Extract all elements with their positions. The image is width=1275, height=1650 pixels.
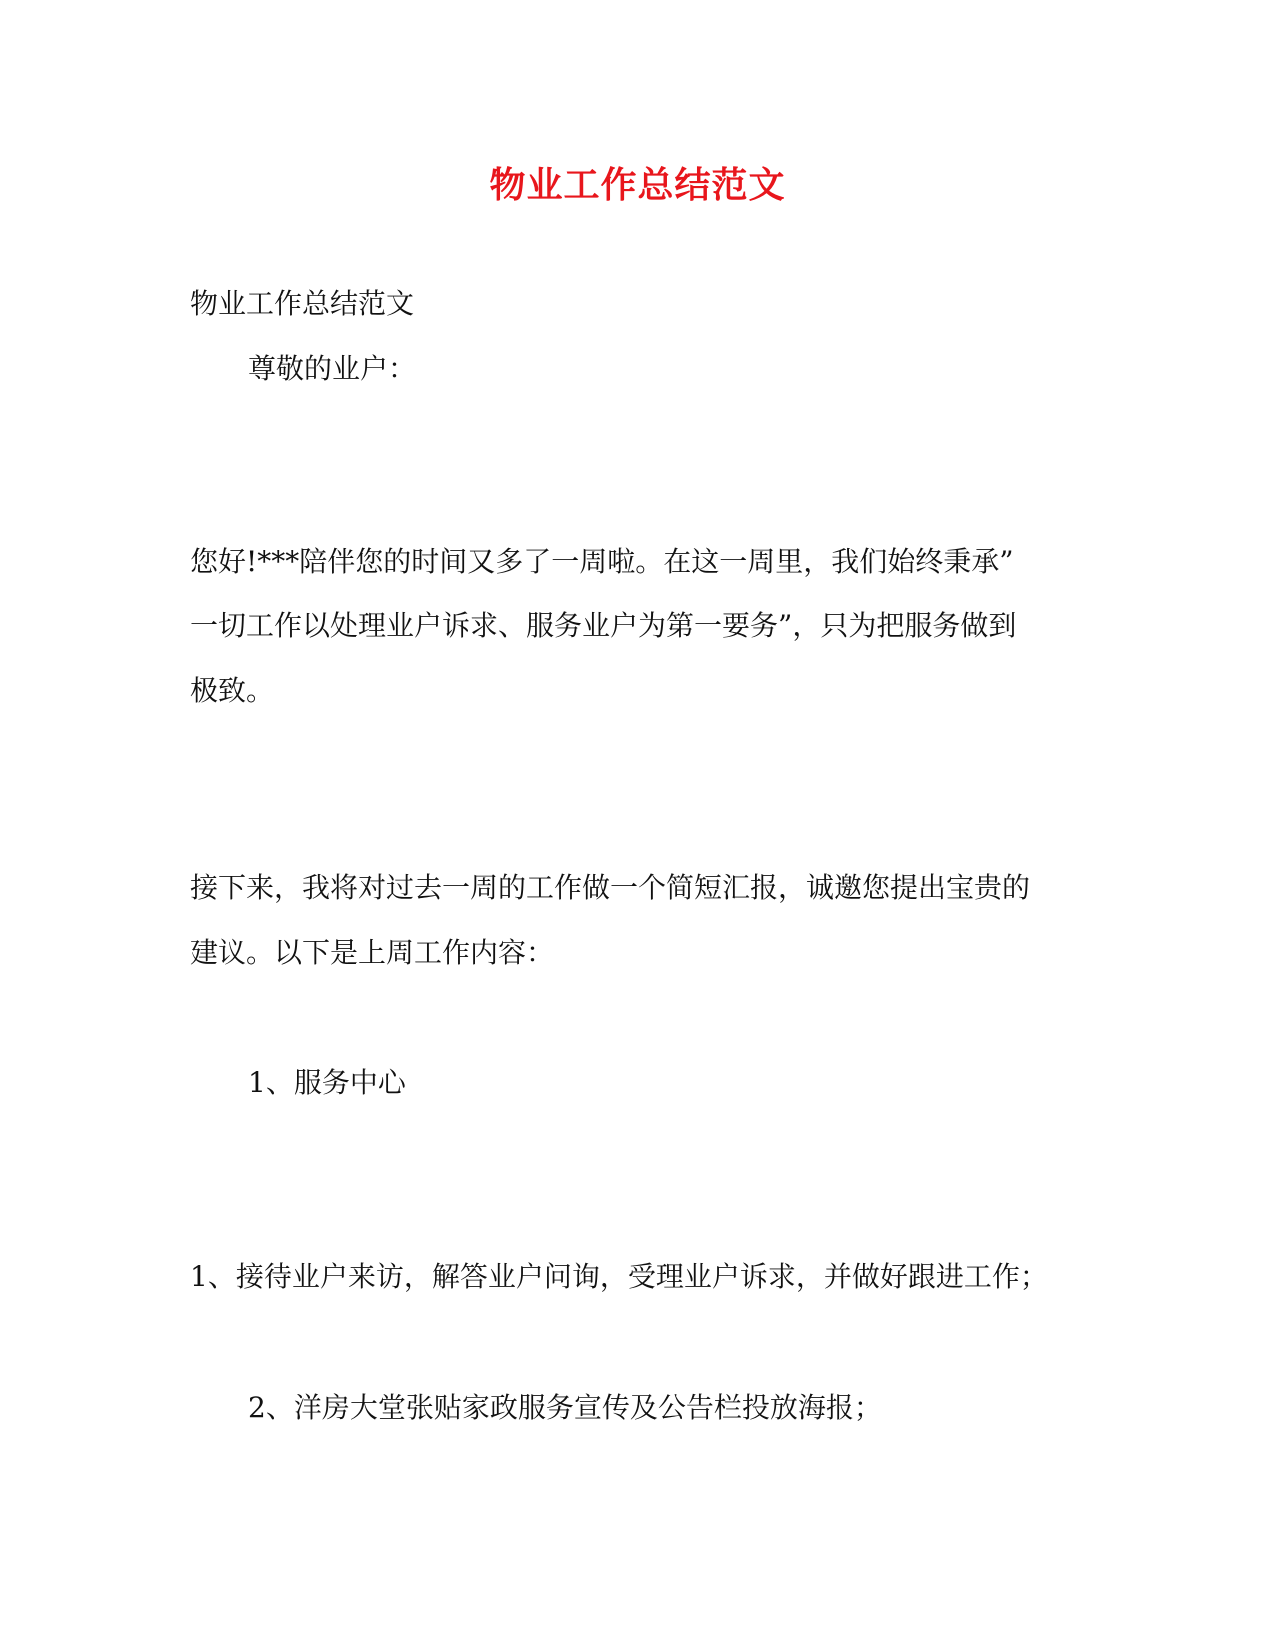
list-item: 1、接待业户来访，解答业户问询，受理业户诉求，并做好跟进工作； [190, 1260, 1048, 1293]
paragraph-1-line-3: 极致。 [190, 674, 275, 707]
greeting-line: 尊敬的业户： [248, 352, 417, 385]
list-item: 2、洋房大堂张贴家政服务宣传及公告栏投放海报； [248, 1391, 882, 1424]
document-subtitle: 物业工作总结范文 [190, 287, 415, 320]
paragraph-1-line-2: 一切工作以处理业户诉求、服务业户为第一要务”，只为把服务做到 [190, 609, 1017, 642]
section-heading-service-center: 1、服务中心 [248, 1066, 406, 1099]
paragraph-2-line-2: 建议。以下是上周工作内容： [190, 936, 555, 969]
document-title: 物业工作总结范文 [489, 164, 786, 206]
paragraph-1-line-1: 您好!***陪伴您的时间又多了一周啦。在这一周里，我们始终秉承” [190, 545, 1014, 578]
paragraph-2-line-1: 接下来，我将对过去一周的工作做一个简短汇报，诚邀您提出宝贵的 [190, 871, 1031, 904]
